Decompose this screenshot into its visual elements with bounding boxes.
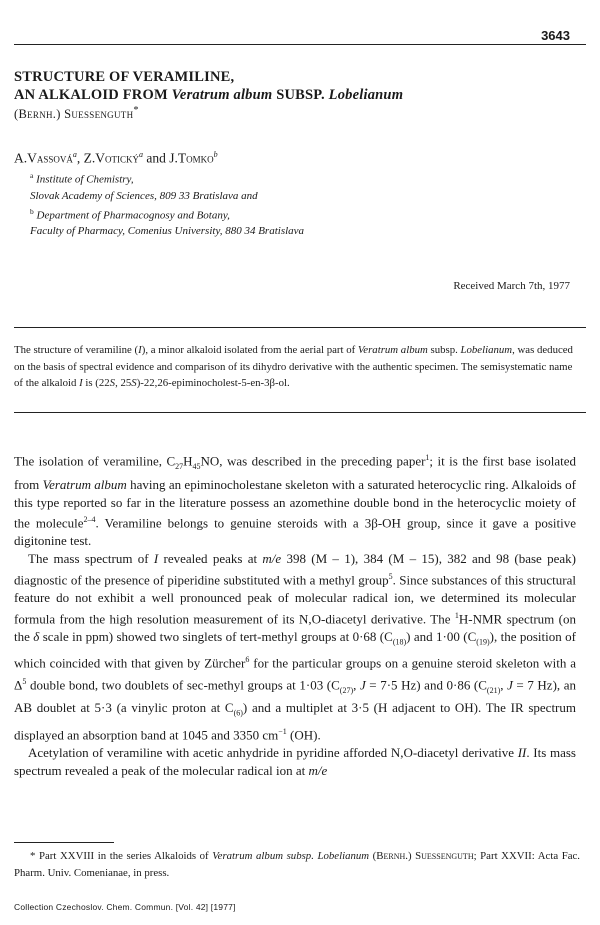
body-text: scale in ppm) showed two singlets of tert-methyl groups at 0·68 (C	[39, 629, 393, 645]
body-text: ; it is the first base isolated from	[14, 453, 576, 492]
reference-marker: 5	[388, 572, 393, 582]
footnote-text: ; Part XXVII: Acta Fac. Pharm. Univ. Comenianae, in press.	[14, 850, 580, 879]
superscript: 1	[454, 610, 459, 620]
reference-marker: 2–4	[83, 515, 96, 525]
author-separator: ,	[76, 150, 84, 166]
subscript: (19)	[476, 637, 490, 647]
title-authority	[14, 105, 139, 122]
body-text: Acetylation of veramiline with acetic anhydride in pyridine afforded N,O-diacetyl derivative	[28, 744, 518, 760]
author-1-affil-mark: a	[72, 150, 77, 159]
body-italic: m/e	[308, 762, 328, 778]
abstract-text: ), a minor alkaloid isolated from the aerial part of	[141, 344, 358, 356]
body-text: The isolation of veramiline, C	[14, 453, 176, 469]
footnote-marker: *	[30, 850, 36, 862]
title-subspecies: Lobelianum	[328, 87, 404, 103]
body-text: ,	[500, 676, 508, 692]
subscript: (27)	[339, 685, 354, 695]
body-text: ), the position of which coincided with that given by Zürcher	[14, 629, 576, 671]
abstract-text: is (22	[82, 377, 110, 389]
body-text: H	[183, 453, 193, 469]
affil-mark-b: b	[30, 206, 34, 216]
author-3-affil-mark: b	[213, 150, 218, 159]
affiliations	[30, 168, 304, 239]
abstract-text: , 25	[115, 377, 132, 389]
affil-b-text-1: Department of Pharmacognosy and Botany,	[33, 209, 230, 222]
author-3: J.Tomko	[169, 150, 214, 166]
abstract-italic: I	[138, 344, 142, 356]
body-text: double bond, two doublets of sec-methyl groups at 1·03 (C	[26, 676, 340, 692]
reference-marker: 1	[425, 453, 430, 462]
paragraph-1	[14, 449, 576, 550]
affil-mark-a: a	[30, 171, 34, 180]
abstract-italic: I	[79, 377, 83, 389]
title-species: Veratrum album	[171, 87, 273, 103]
abstract-italic: S	[109, 377, 116, 389]
subscript: 45	[192, 461, 201, 471]
journal-citation-footer: Collection Czechoslov. Chem. Commun. [Vol. 42] [1977]	[14, 902, 236, 912]
body-text: revealed peaks at	[158, 551, 263, 567]
subscript: (6)	[233, 708, 243, 718]
paragraph-2	[14, 550, 576, 744]
abstract-text: )-22,26-epiminocholest-5-en-3β-ol.	[136, 377, 290, 389]
header-rule	[14, 44, 586, 45]
affiliation-b-line-2: Faculty of Pharmacy, Comenius University, 880 34 Bratislava	[30, 225, 305, 238]
footnote-text: (	[369, 850, 377, 862]
body-text: = 7·5 Hz) and 0·86 (C	[365, 676, 487, 692]
footnote	[14, 848, 580, 882]
body-italic: Veratrum album	[42, 476, 127, 492]
footnote-smallcaps: Bernh.	[376, 850, 408, 862]
abstract-top-rule	[14, 327, 586, 328]
body-text: ) and a multiplet at 3·5 (H adjacent to OH). The IR spectrum displayed an absorption band at 1045 and 3350 cm	[14, 700, 576, 743]
affiliation-a-line-1	[30, 168, 304, 188]
body-italic: m/e	[262, 551, 282, 567]
body-text: NO, was described in the preceding paper	[200, 453, 426, 469]
body-italic: δ	[33, 629, 40, 645]
article-body	[14, 449, 576, 779]
body-text: . Since substances of this structural feature do not exhibit a well pronounced peak of molecular radical ion, we determined its molecular formula from the high resolution measurement of its N,O-diacetyl derivative. The	[14, 572, 576, 627]
footnote-marker: *	[133, 105, 139, 116]
author-1: A.Vassová	[14, 150, 73, 166]
abstract-text: subsp.	[427, 344, 461, 356]
received-date: Received March 7th, 1977	[453, 280, 570, 292]
subscript: (18)	[392, 637, 407, 647]
superscript: 5	[22, 676, 27, 686]
article-title	[14, 68, 574, 104]
abstract-italic: Lobelianum	[460, 344, 513, 356]
abstract	[14, 342, 580, 392]
page-number: 3643	[541, 28, 570, 43]
title-line-1: STRUCTURE OF VERAMILINE,	[14, 69, 235, 85]
body-italic: II	[517, 744, 527, 760]
body-text: ,	[353, 676, 360, 692]
affiliation-a-line-2: Slovak Academy of Sciences, 809 33 Bratislava and	[30, 189, 258, 202]
footnote-text: Part XXVIII in the series Alkaloids of	[35, 850, 213, 862]
body-text: = 7 Hz), an AB doublet at 5·3 (a vinylic proton at C	[14, 676, 576, 716]
body-italic: I	[153, 551, 159, 567]
superscript: −1	[278, 726, 287, 736]
abstract-text: The structure of veramiline (	[14, 344, 139, 356]
body-italic: J	[359, 676, 366, 692]
body-text: . Veramiline belongs to genuine steroids with a 3β-OH group, since it gave a positive digitonine test.	[14, 515, 576, 549]
body-text: having an epiminocholestane skeleton with a saturated heterocyclic ring. Alkaloids of this type reported so far in the literature possess an azomethine double bond in the heterocyclic moiety of the molecule	[14, 476, 576, 531]
author-2: Z.Votický	[83, 150, 140, 166]
abstract-bottom-rule	[14, 412, 586, 413]
body-text: 398 (M – 1), 384 (M – 15), 382 and 98 (base peak) diagnostic of the presence of piperidine substituted with a methyl group	[14, 551, 576, 588]
paragraph-3	[14, 744, 576, 780]
subscript: (21)	[486, 685, 501, 695]
body-text: (OH).	[286, 727, 321, 743]
title-line-2	[14, 86, 574, 104]
abstract-italic: S	[131, 377, 137, 389]
subscript: 27	[175, 461, 184, 471]
footnote-rule	[14, 842, 114, 843]
abstract-italic: Veratrum album	[357, 344, 428, 356]
body-text: H-NMR spectrum (on the	[14, 611, 576, 645]
title-prefix: AN ALKALOID FROM	[14, 87, 172, 103]
body-italic: J	[507, 676, 513, 692]
body-text: ) and 1·00 (C	[406, 629, 477, 645]
footnote-smallcaps: Suessenguth	[415, 850, 474, 862]
body-text: The mass spectrum of	[28, 551, 154, 567]
authority-name: (Bernh.) Suessenguth	[14, 107, 134, 122]
affiliation-b-line-1	[30, 204, 304, 224]
body-text: . Its mass spectrum revealed a peak of the molecular radical ion at	[14, 744, 576, 778]
author-list	[14, 150, 218, 167]
author-2-affil-mark: a	[139, 150, 144, 159]
abstract-text: , was deduced on the basis of spectral evidence and comparison of its dihydro derivative with the authentic specimen. The semisystematic name of the alkaloid	[14, 344, 573, 389]
title-subsp: SUBSP.	[272, 87, 329, 103]
footnote-text: )	[407, 850, 416, 862]
footnote-italic: Veratrum album subsp. Lobelianum	[212, 850, 370, 862]
body-text: for the particular groups on a genuine steroid skeleton with a Δ	[14, 655, 576, 692]
author-separator: and	[143, 150, 170, 166]
reference-marker: 6	[245, 655, 250, 665]
affil-a-text-1: Institute of Chemistry,	[33, 173, 134, 186]
